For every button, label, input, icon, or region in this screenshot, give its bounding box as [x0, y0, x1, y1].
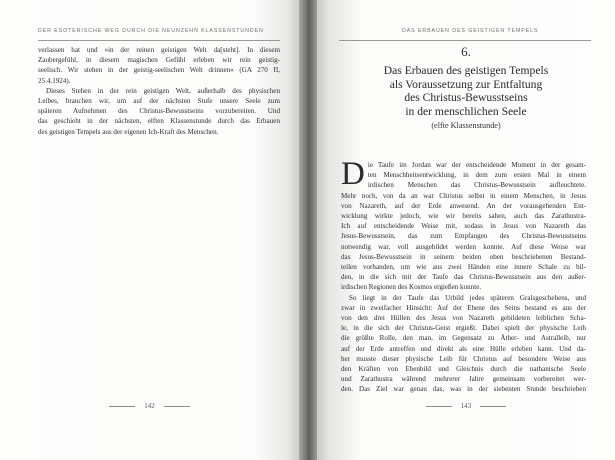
text-line: ie Taufe im Jordan war der entscheidende Moment in der gesam-	[367, 161, 586, 169]
text-line: zwar in zweifacher Hinsicht: Auf der Ebene des Seins bestand es aus der	[341, 303, 586, 312]
text-line: und Zarathustra während mehrerer Jahre gemeinsam vorbereitet wer-	[341, 375, 586, 384]
chapter-title-line: Das Erbauen des geistigen Tempels	[383, 64, 549, 77]
right-paragraph-2	[341, 293, 586, 395]
right-folio-text: 143	[460, 402, 472, 410]
text-line: Ich auf entscheidende Weise mit, sodass in Jesus von Nazareth das	[341, 222, 586, 231]
left-page-number	[0, 402, 299, 410]
text-line: Leibes, brauchen wir, um auf der nächsten Stufe unsere Seele zum	[38, 97, 280, 106]
right-page-number	[317, 402, 615, 410]
text-line: verlassen hat und »in der reinen geistigen Welt da[steht]. In diesem	[38, 46, 280, 54]
chapter-title-line: als Voraussetzung zur Entfaltung	[389, 77, 543, 91]
text-line: ten Menschheitsentwicklung, in dem zum ersten Mal in einem	[367, 171, 586, 180]
left-paragraph-2	[38, 86, 280, 137]
left-running-head: DER ESOTERISCHE WEG DURCH DIE NEUNZEHN KLASSENSTUNDEN	[38, 28, 264, 34]
left-paragraph-1	[38, 45, 280, 86]
text-line: teilen vorhanden, um wie aus zwei Händen eine innere Schale zu bil-	[341, 263, 586, 272]
text-line: späteren Aufnehmen des Christus-Bewusstseins vorzubereiten. Und	[38, 107, 280, 116]
chapter-title-line: in der menschlichen Seele	[405, 104, 527, 118]
left-folio-text: 142	[144, 402, 155, 410]
text-line: her musste dieser physische Leib für Christus auf besondere Weise aus	[341, 354, 586, 363]
right-running-head: DAS ERBAUEN DES GEISTIGEN TEMPELS	[402, 28, 539, 34]
chapter-number: 6.	[461, 44, 471, 59]
left-body-text	[38, 45, 280, 137]
text-line: irdischen Regionen des Kosmos ergießen konnte.	[341, 283, 482, 292]
text-line: das geschieht in der nächsten, elften Klassenstunde durch das Erbauen	[38, 117, 280, 126]
right-paragraph-1	[341, 156, 586, 293]
text-line: Jesus-Bewusstsein, das zum Empfangen des Christus-Bewusstseins	[341, 232, 586, 241]
chapter-title	[317, 64, 615, 118]
text-line: 25.4.1924).	[38, 76, 71, 85]
text-line: den. Das Ziel war genau das, was in der siebenten Stunde beschrieben	[341, 385, 586, 394]
text-line: wicklung wirkte jedoch, wie wir bereits sahen, auch das Zarathustra-	[341, 212, 586, 221]
text-line: irdischen Menschen das Christus-Bewusstsein aufleuchtete.	[367, 181, 586, 190]
right-header-rule	[339, 40, 591, 41]
chapter-title-line: des Christus-Bewusstseins	[404, 91, 528, 105]
left-page	[0, 0, 299, 460]
text-line: des geistigen Tempels aus der eigenen Ich-Kraft des Menschen.	[38, 127, 219, 136]
left-header-rule	[38, 40, 280, 41]
text-line: von Nazareth, auf der Erde anwesend. An der vorausgehenden Ent-	[341, 201, 586, 210]
right-body-text	[341, 156, 586, 395]
text-line: seelisch. Wir stehen in der geistig-seelischen Welt drinnen« (GA 270 II,	[38, 66, 280, 75]
text-line: von den drei Hüllen des Jesus von Nazareth gebildeten leiblichen Scha-	[341, 314, 586, 323]
text-line: die größte Rolle, den man, im Gegensatz zu Äther- und Astralleib, nur	[341, 334, 586, 343]
text-line: Zaubergefühl, in diesem magischen Gefühl erleben wir rein geistig-	[38, 56, 280, 65]
text-line: Dieses Stehen in der rein geistigen Welt, außerhalb des physischen	[46, 86, 280, 95]
text-line: den, in die sich mit der Taufe das Christus-Bewusstsein aus den außer-	[341, 273, 586, 282]
text-line: So liegt in der Taufe das Urbild jedes späteren Gralsgeschehens, und	[349, 293, 586, 302]
text-line: den Kräften von Ebenbild und Gleichnis durch die nathanische Seele	[341, 365, 586, 374]
right-page	[317, 0, 615, 460]
text-line: Mehr noch, von da an war Christus selbst in einem Menschen, in Jesus	[341, 191, 586, 200]
text-line: auf der Erde antreffen und direkt als eine Hülle erleben kann. Und da-	[341, 344, 586, 353]
text-line: das Jesus-Bewusstsein in seinem beiden oben beschriebenen Bestand-	[341, 252, 586, 261]
chapter-subtitle: (elfte Klassenstunde)	[431, 121, 501, 130]
drop-cap: D	[341, 156, 365, 192]
text-line: le, in die sich der Christus-Geist ergießt. Dabei spielt der physische Leib	[341, 324, 586, 333]
book-gutter	[299, 0, 317, 460]
text-line: notwendig war, voll ausgebildet werden konnte. Auf diese Weise war	[341, 242, 586, 251]
